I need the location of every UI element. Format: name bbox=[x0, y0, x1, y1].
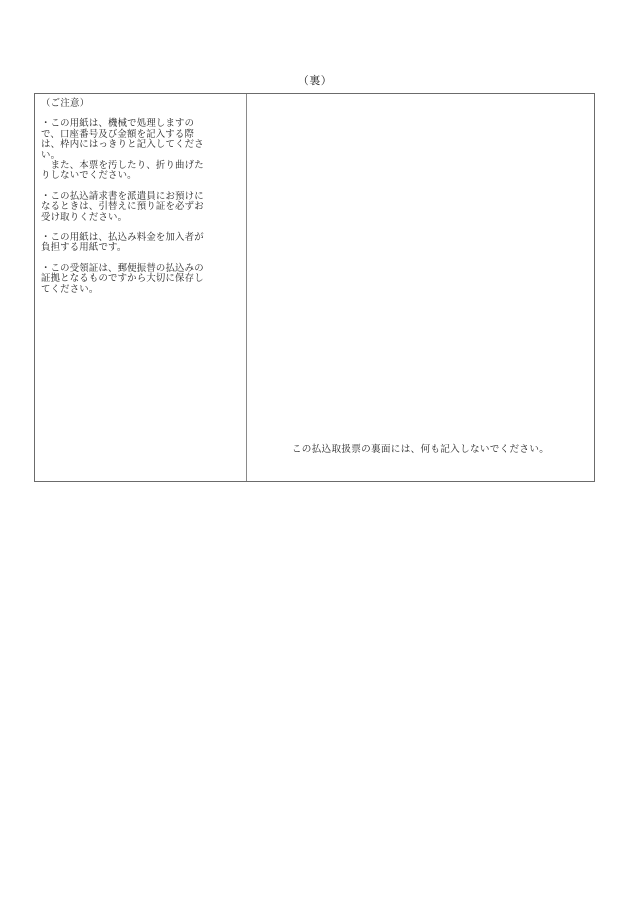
blank-panel bbox=[247, 94, 594, 481]
page-heading: （裏） bbox=[297, 74, 333, 87]
notice-item: ・この受領証は、郵便振替の払込みの証拠となるものですから大切に保存してください。 bbox=[41, 262, 204, 295]
do-not-write-note: この払込取扱票の裏面には、何も記入しないでください。 bbox=[291, 444, 550, 455]
form-frame bbox=[34, 93, 595, 482]
notice-item: ・この用紙は、払込み料金を加入者が負担する用紙です。 bbox=[41, 232, 204, 254]
notice-item: ・この払込請求書を派遣員にお預けになるときは、引替えに預り証を必ずお受け取りください。 bbox=[41, 190, 204, 223]
notice-title: （ご注意） bbox=[41, 98, 90, 109]
notice-panel bbox=[35, 94, 247, 481]
notice-item: ・この用紙は、機械で処理しますので、口座番号及び金額を記入する際は、枠内にはっきりと記入してください。 また、本票を汚したり、折り曲げたりしないでください。 bbox=[41, 118, 204, 182]
